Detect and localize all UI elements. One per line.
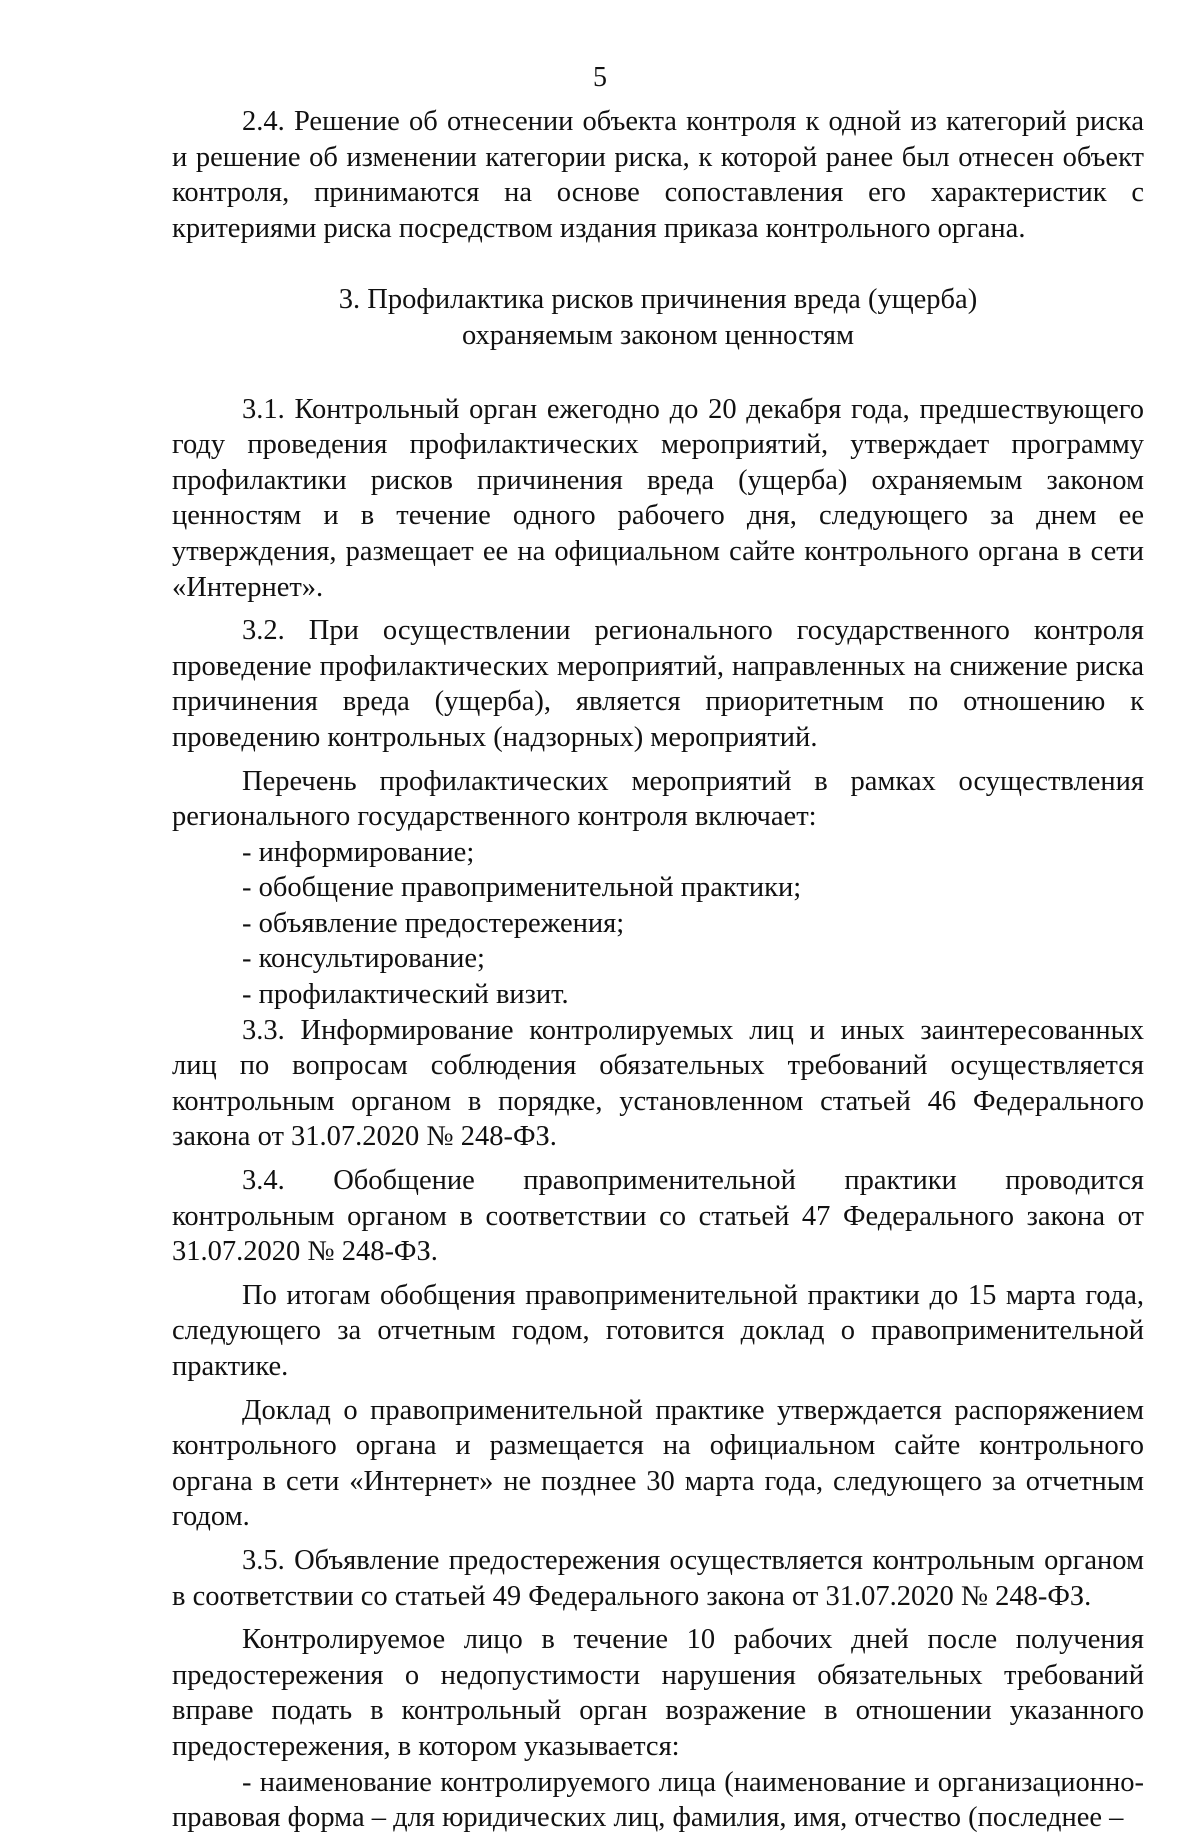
list-item: - профилактический визит. bbox=[242, 979, 569, 1011]
paragraph-list-intro: Перечень профилактических мероприятий в рамках осуществления регионального государственного контроля включает: bbox=[172, 765, 1144, 833]
paragraph-2-4: 2.4. Решение об отнесении объекта контроля к одной из категорий риска и решение об изменении категории риска, к которой ранее был отнесен объект контроля, принимаются на основе сопоставления его характеристик с критериями риска посредством издания приказа контрольного органа. bbox=[172, 106, 1144, 244]
paragraph-3-2: 3.2. При осуществлении регионального государственного контроля проведение профилактических мероприятий, направленных на снижение риска причинения вреда (ущерба), является приоритетным по отношению к проведению контрольных (надзорных) мероприятий. bbox=[172, 615, 1144, 753]
section-heading-3 bbox=[172, 282, 1144, 353]
paragraph-report-deadline: По итогам обобщения правоприменительной практики до 15 марта года, следующего за отчетным годом, готовится доклад о правоприменительной практике. bbox=[172, 1279, 1144, 1382]
list-item: - информирование; bbox=[242, 836, 475, 868]
paragraph-controlled-person-name: - наименование контролируемого лица (наименование и организационно-правовая форма – для юридических лиц, фамилия, имя, отчество (последнее – bbox=[172, 1766, 1144, 1834]
page-number: 5 bbox=[593, 62, 607, 93]
section-heading-line-2: охраняемым законом ценностям bbox=[462, 319, 854, 351]
list-item: - объявление предостережения; bbox=[242, 907, 625, 939]
paragraph-objection: Контролируемое лицо в течение 10 рабочих дней после получения предостережения о недопустимости нарушения обязательных требований вправе подать в контрольный орган возражение в отношении указанного предостережения, в котором указывается: bbox=[172, 1624, 1144, 1762]
paragraph-3-1: 3.1. Контрольный орган ежегодно до 20 декабря года, предшествующего году проведения профилактических мероприятий, утверждает программу профилактики рисков причинения вреда (ущерба) охраняемым законом ценностям и в течение одного рабочего дня, следующего за днем ее утверждения, размещает ее на официальном сайте контрольного органа в сети «Интернет». bbox=[172, 393, 1144, 603]
list-item: - консультирование; bbox=[242, 943, 485, 975]
paragraph-3-5: 3.5. Объявление предостережения осуществляется контрольным органом в соответствии со статьей 49 Федерального закона от 31.07.2020 № 248-ФЗ. bbox=[172, 1544, 1144, 1612]
list-item: - обобщение правоприменительной практики; bbox=[242, 872, 802, 904]
document-body bbox=[172, 104, 1144, 1836]
paragraph-3-4: 3.4. Обобщение правоприменительной практики проводится контрольным органом в соответствии со статьей 47 Федерального закона от 31.07.2020 № 248-ФЗ. bbox=[172, 1165, 1144, 1268]
paragraph-3-3: 3.3. Информирование контролируемых лиц и иных заинтересованных лиц по вопросам соблюдения обязательных требований осуществляется контрольным органом в порядке, установленном статьей 46 Федерального закона от 31.07.2020 № 248-ФЗ. bbox=[172, 1014, 1144, 1153]
section-heading-line-1: 3. Профилактика рисков причинения вреда (ущерба) bbox=[338, 284, 978, 316]
paragraph-report-approval: Доклад о правоприменительной практике утверждается распоряжением контрольного органа и размещается на официальном сайте контрольного органа в сети «Интернет» не позднее 30 марта года, следующего за отчетным годом. bbox=[172, 1394, 1144, 1533]
